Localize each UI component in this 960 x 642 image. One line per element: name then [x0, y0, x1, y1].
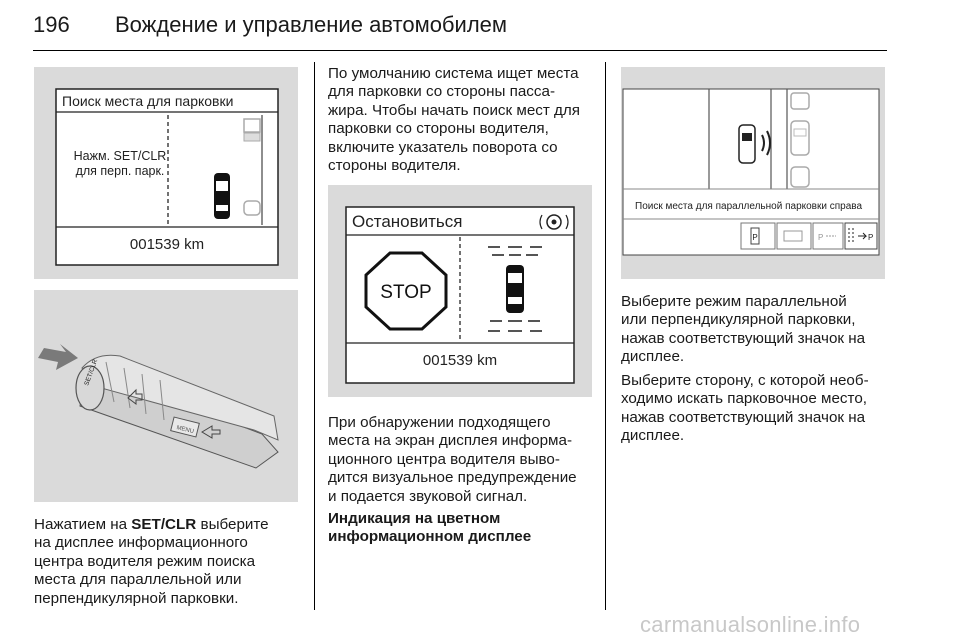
- text-line: ционного центра водителя выво-: [328, 450, 560, 468]
- caption-line: места для параллельной или: [34, 571, 242, 589]
- text-line: Выберите режим параллельной: [621, 293, 847, 310]
- color-info-display-figure: [621, 67, 885, 279]
- parked-car-icon: [791, 167, 809, 187]
- text-line: нажав соответствующий значок на: [621, 329, 866, 347]
- heading-line: Индикация на цветном: [328, 510, 501, 527]
- stop-sign-icon: [366, 253, 446, 329]
- caption-bold: SET/CLR: [131, 516, 197, 533]
- text-line: стороны водителя.: [328, 157, 461, 175]
- text-line: По умолчанию система ищет места: [328, 65, 579, 82]
- display1-hint-1: Нажм. SET/CLR: [73, 149, 167, 163]
- text-line: или перпендикулярной парковки,: [621, 311, 856, 329]
- right-side-button[interactable]: [845, 223, 877, 249]
- parallel-parking-button[interactable]: [741, 223, 775, 249]
- text-line: дисплее.: [621, 427, 685, 445]
- text-line: дисплее.: [621, 348, 685, 366]
- page-number: 196: [33, 12, 70, 37]
- svg-text:P: P: [752, 233, 758, 242]
- left-side-button[interactable]: [813, 223, 843, 249]
- stalk-setclr-label: SET/CLR: [83, 358, 100, 387]
- display3-label: Поиск места для параллельной парковки справа: [635, 201, 863, 212]
- text-line: и подается звуковой сигнал.: [328, 487, 528, 505]
- text-line: места на экран дисплея информа-: [328, 432, 573, 450]
- parking-search-display-figure: [34, 67, 298, 279]
- display2-title: Остановиться: [352, 212, 463, 231]
- display1-hint-2: для перп. парк.: [75, 164, 165, 178]
- own-car-icon: [739, 125, 755, 163]
- parked-car-icon: [791, 121, 809, 155]
- text-line: нажав соответствующий значок на: [621, 408, 866, 426]
- stalk-menu-label: MENU: [175, 425, 195, 436]
- caption-line: перпендикулярной парковки.: [34, 589, 239, 607]
- caption-prefix: Нажатием на: [34, 516, 132, 533]
- parked-car-icon: [791, 93, 809, 109]
- text-line: Выберите сторону, с которой необ-: [621, 372, 869, 389]
- parked-car-icon: [244, 119, 260, 141]
- caption-line: центра водителя режим поиска: [34, 552, 256, 570]
- stop-sign-text: STOP: [380, 282, 432, 303]
- column3-paragraph-1: [621, 293, 896, 367]
- text-line: ходимо искать парковочное место,: [621, 390, 867, 408]
- text-line: для парковки со стороны пасса-: [328, 83, 555, 101]
- column2-paragraph-2: [328, 414, 603, 506]
- display2-odometer: 001539 km: [422, 352, 498, 369]
- text-line: включите указатель поворота со: [328, 138, 558, 156]
- turn-stalk-figure: [34, 290, 298, 502]
- header-rule: [33, 50, 887, 51]
- own-car-icon: [214, 173, 230, 219]
- svg-text:P: P: [818, 233, 824, 242]
- column-divider-1: [314, 62, 315, 610]
- parked-car-icon: [244, 201, 260, 215]
- display1-odometer: 001539 km: [129, 236, 205, 253]
- heading-line: информационном дисплее: [328, 528, 532, 546]
- text-line: дится визуальное предупреждение: [328, 469, 577, 487]
- column-divider-2: [605, 62, 606, 610]
- car-top-view-icon: [506, 265, 524, 313]
- text-line: жира. Чтобы начать поиск мест для: [328, 101, 580, 119]
- page-title: Вождение и управление автомобилем: [115, 12, 508, 37]
- section-heading: [328, 510, 603, 547]
- column2-paragraph-1: [328, 65, 603, 175]
- display1-title: Поиск места для парковки: [62, 93, 234, 109]
- text-line: При обнаружении подходящего: [328, 414, 551, 431]
- perpendicular-parking-button[interactable]: [777, 223, 811, 249]
- watermark: carmanualsonline.info: [640, 612, 861, 637]
- caption-line: на дисплее информационного: [34, 534, 248, 552]
- column3-paragraph-2: [621, 372, 896, 446]
- text-line: парковки со стороны водителя,: [328, 120, 549, 138]
- column1-caption: [34, 516, 304, 608]
- stop-warning-display-figure: [328, 185, 592, 397]
- svg-text:P: P: [868, 233, 874, 242]
- caption-rest: выберите: [196, 516, 269, 533]
- stalk-lever: [76, 355, 278, 468]
- press-arrow-icon: [38, 344, 78, 370]
- page-header: [33, 6, 887, 48]
